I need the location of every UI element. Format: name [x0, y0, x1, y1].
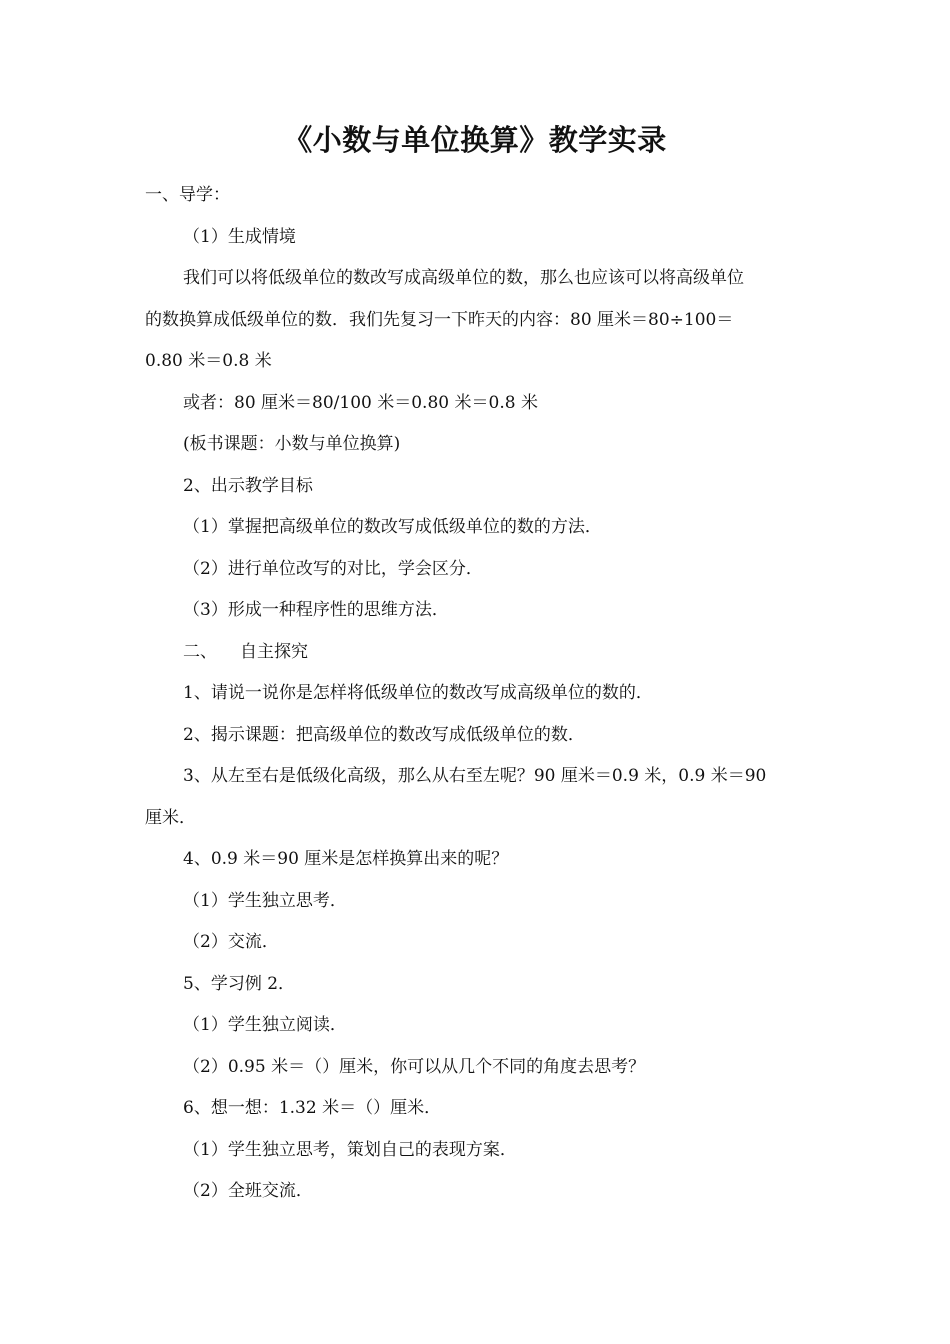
- list-item: （2）全班交流．: [183, 1181, 313, 1201]
- paragraph: 厘米．: [145, 808, 196, 828]
- paragraph: 2、揭示课题：把高级单位的数改写成低级单位的数．: [183, 725, 585, 745]
- list-item: （1）学生独立阅读．: [183, 1015, 347, 1035]
- paragraph: 6、想一想：1.32 米＝（）厘米．: [183, 1098, 442, 1118]
- list-item: （2）交流．: [183, 932, 279, 952]
- section-heading-intro: 一、导学：: [145, 185, 230, 205]
- paragraph: 5、学习例 2．: [183, 974, 296, 994]
- paragraph: 的数换算成低级单位的数．我们先复习一下昨天的内容：80 厘米＝80÷100＝: [145, 310, 734, 330]
- paragraph: 3、从左至右是低级化高级，那么从右至左呢？90 厘米＝0.9 米，0.9 米＝90: [183, 766, 767, 786]
- list-item: （2）进行单位改写的对比，学会区分．: [183, 559, 483, 579]
- paragraph: 2、出示教学目标: [183, 476, 313, 496]
- paragraph: 或者：80 厘米＝80/100 米＝0.80 米＝0.8 米: [183, 393, 538, 413]
- paragraph: 0.80 米＝0.8 米: [145, 351, 272, 371]
- list-item: （1）学生独立思考．: [183, 891, 347, 911]
- list-item: （1）掌握把高级单位的数改写成低级单位的数的方法．: [183, 517, 602, 537]
- paragraph: 4、0.9 米＝90 厘米是怎样换算出来的呢？: [183, 849, 509, 869]
- document-title: 《小数与单位换算》教学实录: [283, 123, 667, 157]
- section-heading-explore: 自主探究: [240, 642, 308, 662]
- paragraph: (板书课题：小数与单位换算): [183, 434, 401, 454]
- list-item: （2）0.95 米＝（）厘米，你可以从几个不同的角度去思考？: [183, 1057, 646, 1077]
- list-item: （1）学生独立思考，策划自己的表现方案．: [183, 1140, 517, 1160]
- paragraph: 我们可以将低级单位的数改写成高级单位的数，那么也应该可以将高级单位: [183, 268, 744, 288]
- list-item: （3）形成一种程序性的思维方法．: [183, 600, 449, 620]
- paragraph: （1）生成情境: [183, 227, 296, 247]
- paragraph: 1、请说一说你是怎样将低级单位的数改写成高级单位的数的．: [183, 683, 653, 703]
- section-heading-number: 二、: [183, 642, 217, 662]
